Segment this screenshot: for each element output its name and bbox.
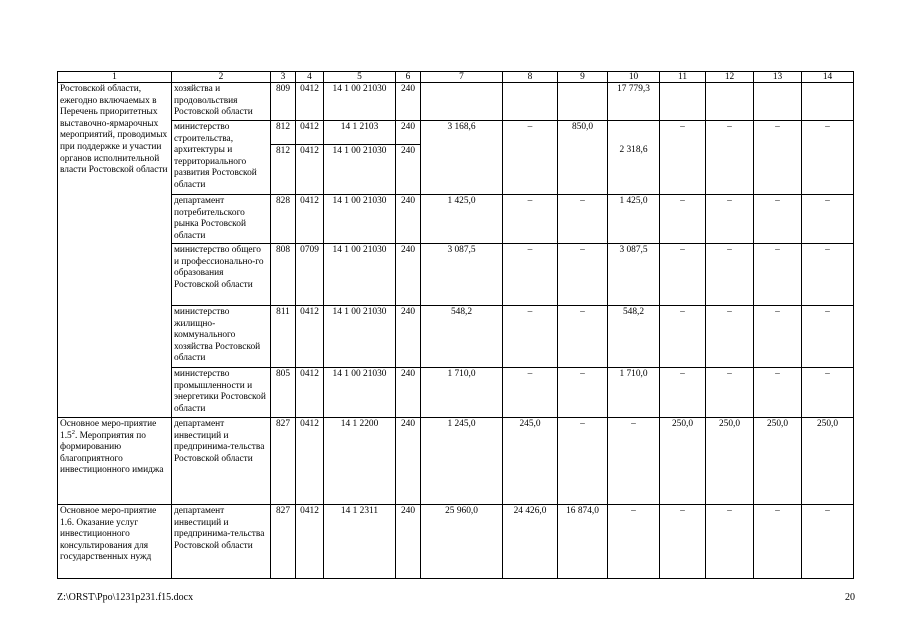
cell: 14 1 2311 (324, 505, 396, 579)
col-header: 9 (558, 72, 608, 83)
cell: 240 (396, 244, 421, 306)
event-name-cell (58, 418, 172, 505)
cell: 240 (396, 306, 421, 368)
cell: 14 1 2103 (324, 121, 396, 145)
cell: 3 087,5 (421, 244, 503, 306)
cell: – (754, 368, 802, 418)
cell: 240 (396, 121, 421, 145)
table-row (58, 244, 854, 306)
cell: 812 (271, 121, 296, 145)
cell: 14 1 00 21030 (324, 244, 396, 306)
cell: – (608, 505, 660, 579)
cell (754, 83, 802, 121)
cell: 1 710,0 (421, 368, 503, 418)
cell: 14 1 00 21030 (324, 83, 396, 121)
cell: 850,0 (558, 121, 608, 195)
cell (421, 83, 503, 121)
cell: 3 168,6 (421, 121, 503, 195)
cell: 1 425,0 (608, 195, 660, 244)
cell: 25 960,0 (421, 505, 503, 579)
cell: 0412 (296, 83, 324, 121)
cell (660, 83, 706, 121)
cell: – (558, 368, 608, 418)
cell: 0412 (296, 418, 324, 505)
cell: – (802, 244, 854, 306)
cell: – (503, 121, 558, 195)
cell: 827 (271, 505, 296, 579)
cell: 240 (396, 145, 421, 195)
cell (802, 83, 854, 121)
header-row (58, 72, 854, 83)
col-header: 3 (271, 72, 296, 83)
cell: – (660, 505, 706, 579)
col-header: 6 (396, 72, 421, 83)
cell: – (802, 306, 854, 368)
executor-cell: министерство строительства, архитектуры и территориального развития Ростовской области (172, 121, 271, 195)
cell: – (706, 306, 754, 368)
executor-cell: департамент потребительского рынка Ростовской области (172, 195, 271, 244)
table-row (58, 121, 854, 145)
event-name-cell: Основное меро-приятие 1.6. Оказание услуг инвестиционного консультирования для государственных нужд (58, 505, 172, 579)
cell: 240 (396, 83, 421, 121)
cell: 0412 (296, 368, 324, 418)
col-header: 4 (296, 72, 324, 83)
cell: 250,0 (802, 418, 854, 505)
cell: 14 1 00 21030 (324, 195, 396, 244)
cell: 14 1 00 21030 (324, 368, 396, 418)
col-header: 11 (660, 72, 706, 83)
cell: – (706, 505, 754, 579)
col-header: 10 (608, 72, 660, 83)
col-header: 1 (58, 72, 172, 83)
cell: 812 (271, 145, 296, 195)
cell: – (660, 121, 706, 195)
cell: 240 (396, 368, 421, 418)
cell (706, 83, 754, 121)
table-row (58, 195, 854, 244)
cell: – (660, 306, 706, 368)
col-header: 12 (706, 72, 754, 83)
cell: – (608, 418, 660, 505)
cell: – (660, 195, 706, 244)
event-desc: . Мероприятия по формированию благоприятного инвестиционного имиджа (60, 430, 164, 476)
cell: – (558, 306, 608, 368)
event-name-cell: Ростовской области, ежегодно включаемых в Перечень приоритетных выставочно-ярмарочных мероприятий, проводимых при поддержке и участии органов исполнительной власти Ростовской области (58, 83, 172, 418)
cell: 250,0 (706, 418, 754, 505)
footnote-mark: 2 (71, 428, 75, 436)
cell: 828 (271, 195, 296, 244)
cell: 811 (271, 306, 296, 368)
executor-cell: министерство промышленности и энергетики Ростовской области (172, 368, 271, 418)
cell: 1 245,0 (421, 418, 503, 505)
cell: – (706, 368, 754, 418)
cell: – (660, 368, 706, 418)
cell: 548,2 (421, 306, 503, 368)
cell: – (802, 368, 854, 418)
cell: – (503, 244, 558, 306)
cell (503, 83, 558, 121)
table-row (58, 83, 854, 121)
cell: 827 (271, 418, 296, 505)
table-row (58, 505, 854, 579)
cell: – (503, 368, 558, 418)
cell: – (558, 195, 608, 244)
col-header: 7 (421, 72, 503, 83)
executor-cell: хозяйства и продовольствия Ростовской области (172, 83, 271, 121)
event-title: Основное меро-приятие 1.5 (60, 419, 157, 441)
cell: 14 1 00 21030 (324, 306, 396, 368)
executor-cell: министерство общего и профессионально-го образования Ростовской области (172, 244, 271, 306)
col-header: 2 (172, 72, 271, 83)
executor-cell: департамент инвестиций и предпринима-тельства Ростовской области (172, 418, 271, 505)
table-row (58, 368, 854, 418)
col-header: 14 (802, 72, 854, 83)
cell: 0412 (296, 306, 324, 368)
cell: – (503, 195, 558, 244)
cell: 548,2 (608, 306, 660, 368)
cell: – (802, 505, 854, 579)
cell: – (802, 121, 854, 195)
cell: 808 (271, 244, 296, 306)
cell: – (754, 244, 802, 306)
cell: – (706, 244, 754, 306)
page-number: 20 (845, 592, 855, 603)
cell: – (754, 121, 802, 195)
cell: 2 318,6 (608, 121, 660, 195)
cell: – (802, 195, 854, 244)
cell: 250,0 (660, 418, 706, 505)
cell: 0412 (296, 121, 324, 145)
file-path: Z:\ORST\Ppo\1231p231.f15.docx (57, 592, 194, 603)
cell (558, 83, 608, 121)
cell: 17 779,3 (608, 83, 660, 121)
cell: 24 426,0 (503, 505, 558, 579)
cell: 0412 (296, 195, 324, 244)
cell: 250,0 (754, 418, 802, 505)
cell: – (706, 121, 754, 195)
table-row (58, 418, 854, 505)
executor-cell: департамент инвестиций и предпринима-тельства Ростовской области (172, 505, 271, 579)
table-row (58, 306, 854, 368)
cell: 240 (396, 195, 421, 244)
cell: 805 (271, 368, 296, 418)
cell: 1 710,0 (608, 368, 660, 418)
cell: – (754, 505, 802, 579)
cell: 14 1 00 21030 (324, 145, 396, 195)
cell: – (706, 195, 754, 244)
cell: 0709 (296, 244, 324, 306)
cell: 240 (396, 505, 421, 579)
cell: 3 087,5 (608, 244, 660, 306)
cell: 245,0 (503, 418, 558, 505)
col-header: 13 (754, 72, 802, 83)
cell: 240 (396, 418, 421, 505)
cell: – (754, 195, 802, 244)
cell: – (660, 244, 706, 306)
cell: – (558, 244, 608, 306)
cell: 0412 (296, 505, 324, 579)
cell: – (754, 306, 802, 368)
cell: 809 (271, 83, 296, 121)
cell: 0412 (296, 145, 324, 195)
cell: 1 425,0 (421, 195, 503, 244)
cell: 16 874,0 (558, 505, 608, 579)
budget-table (57, 71, 854, 579)
col-header: 5 (324, 72, 396, 83)
col-header: 8 (503, 72, 558, 83)
executor-cell: министерство жилищно-коммунального хозяйства Ростовской области (172, 306, 271, 368)
cell: – (503, 306, 558, 368)
cell: – (558, 418, 608, 505)
cell: 14 1 2200 (324, 418, 396, 505)
